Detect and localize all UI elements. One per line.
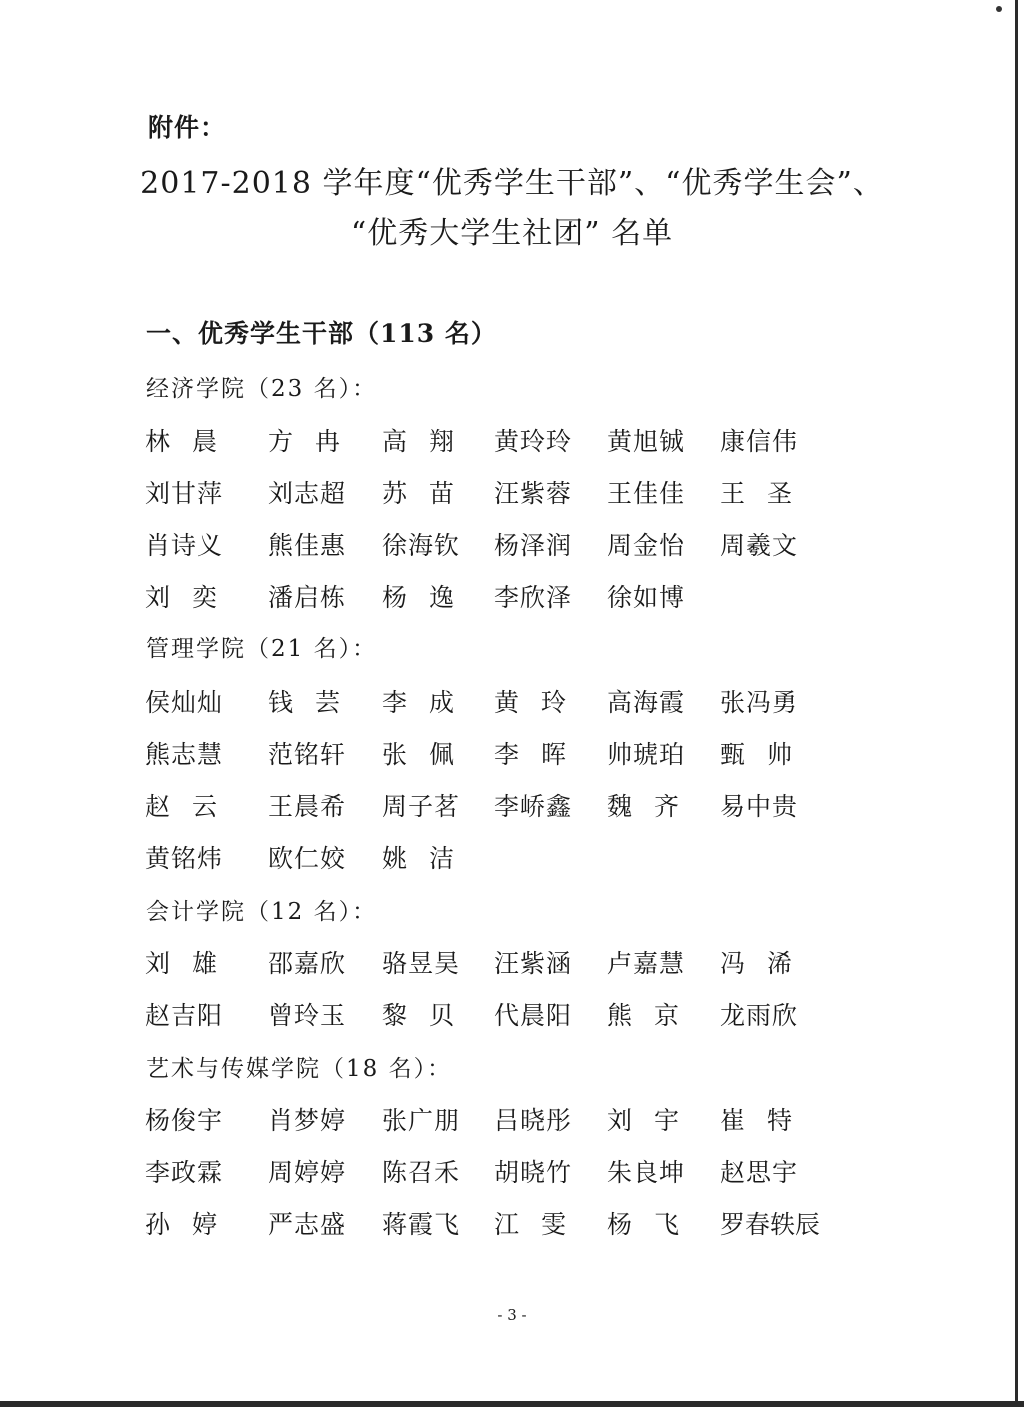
student-name: 欧仁姣 <box>268 844 347 873</box>
student-name: 熊佳惠 <box>268 531 347 560</box>
student-name: 汪紫涵 <box>494 949 573 978</box>
student-name: 熊 京 <box>607 1001 679 1030</box>
student-name: 黎 贝 <box>382 1001 454 1030</box>
student-name: 肖诗义 <box>145 531 224 560</box>
student-name: 魏 齐 <box>607 792 679 821</box>
page-number: - 3 - <box>497 1306 527 1324</box>
name-row <box>0 526 1024 560</box>
student-name: 李欣泽 <box>494 583 573 612</box>
student-name: 熊志慧 <box>145 740 224 769</box>
student-name: 冯 浠 <box>720 949 792 978</box>
student-name: 帅琥珀 <box>607 740 686 769</box>
student-name: 姚 洁 <box>382 844 454 873</box>
student-name: 张 佩 <box>382 740 454 769</box>
student-name: 范铭轩 <box>268 740 347 769</box>
student-name: 甄 帅 <box>720 740 792 769</box>
attachment-label: 附件： <box>148 113 227 142</box>
student-name: 赵思宇 <box>720 1158 799 1187</box>
name-row <box>0 1153 1024 1187</box>
student-name: 李 晖 <box>494 740 566 769</box>
student-name: 林 晨 <box>145 427 217 456</box>
student-name: 徐如博 <box>607 583 686 612</box>
student-name: 黄 玲 <box>494 688 566 717</box>
student-name: 杨俊宇 <box>145 1106 224 1135</box>
student-name: 徐海钦 <box>382 531 461 560</box>
college-heading: 经济学院（23 名）： <box>146 376 378 402</box>
student-name: 方 冉 <box>268 427 340 456</box>
student-name: 王晨希 <box>268 792 347 821</box>
student-name: 刘 宇 <box>607 1106 679 1135</box>
name-row <box>0 1101 1024 1135</box>
document-title-line1: 2017-2018 学年度“优秀学生干部”、“优秀学生会”、 <box>140 166 884 201</box>
student-name: 张广朋 <box>382 1106 461 1135</box>
name-row <box>0 422 1024 456</box>
name-row <box>0 944 1024 978</box>
student-name: 汪紫蓉 <box>494 479 573 508</box>
student-name: 邵嘉欣 <box>268 949 347 978</box>
student-name: 赵吉阳 <box>145 1001 224 1030</box>
student-name: 崔 特 <box>720 1106 792 1135</box>
student-name: 侯灿灿 <box>145 688 224 717</box>
student-name: 杨 逸 <box>382 583 454 612</box>
student-name: 杨 飞 <box>607 1210 679 1239</box>
student-name: 江 雯 <box>494 1210 566 1239</box>
name-row <box>0 474 1024 508</box>
student-name: 曾玲玉 <box>268 1001 347 1030</box>
student-name: 肖梦婷 <box>268 1106 347 1135</box>
student-name: 刘甘萍 <box>145 479 224 508</box>
student-name: 高海霞 <box>607 688 686 717</box>
student-name: 代晨阳 <box>494 1001 573 1030</box>
student-name: 周婷婷 <box>268 1158 347 1187</box>
name-row <box>0 735 1024 769</box>
student-name: 陈召禾 <box>382 1158 461 1187</box>
student-name: 易中贵 <box>720 792 799 821</box>
student-name: 周子茗 <box>382 792 461 821</box>
student-name: 杨泽润 <box>494 531 573 560</box>
student-name: 刘 雄 <box>145 949 217 978</box>
student-name: 赵 云 <box>145 792 217 821</box>
student-name: 潘启栋 <box>268 583 347 612</box>
name-row <box>0 578 1024 612</box>
name-row <box>0 839 1024 873</box>
student-name: 孙 婷 <box>145 1210 217 1239</box>
student-name: 李 成 <box>382 688 454 717</box>
student-name: 苏 苗 <box>382 479 454 508</box>
student-name: 周羲文 <box>720 531 799 560</box>
student-name: 钱 芸 <box>268 688 340 717</box>
student-name: 蒋霞飞 <box>382 1210 461 1239</box>
student-name: 康信伟 <box>720 427 799 456</box>
name-row <box>0 996 1024 1030</box>
scan-edge-bottom <box>0 1401 1024 1407</box>
student-name: 刘志超 <box>268 479 347 508</box>
college-heading: 艺术与传媒学院（18 名）： <box>146 1056 453 1082</box>
student-name: 高 翔 <box>382 427 454 456</box>
document-title-line2: “优秀大学生社团” 名单 <box>350 216 674 251</box>
student-name: 黄铭炜 <box>145 844 224 873</box>
student-name: 李峤鑫 <box>494 792 573 821</box>
student-name: 张冯勇 <box>720 688 799 717</box>
name-row <box>0 787 1024 821</box>
section-heading: 一、优秀学生干部（113 名） <box>146 319 497 348</box>
student-name: 刘 奕 <box>145 583 217 612</box>
student-name: 黄旭铖 <box>607 427 686 456</box>
student-name: 龙雨欣 <box>720 1001 799 1030</box>
student-name: 吕晓彤 <box>494 1106 573 1135</box>
student-name: 周金怡 <box>607 531 686 560</box>
student-name: 卢嘉慧 <box>607 949 686 978</box>
student-name: 朱良坤 <box>607 1158 686 1187</box>
student-name: 王 圣 <box>720 479 792 508</box>
student-name: 骆昱昊 <box>382 949 461 978</box>
student-name: 李政霖 <box>145 1158 224 1187</box>
student-name: 王佳佳 <box>607 479 686 508</box>
college-heading: 会计学院（12 名）： <box>146 899 378 925</box>
college-heading: 管理学院（21 名）： <box>146 636 378 662</box>
student-name: 黄玲玲 <box>494 427 573 456</box>
student-name: 胡晓竹 <box>494 1158 573 1187</box>
name-row <box>0 683 1024 717</box>
student-name: 严志盛 <box>268 1210 347 1239</box>
scan-mark <box>996 6 1002 12</box>
name-row <box>0 1205 1024 1239</box>
student-name: 罗春轶辰 <box>720 1210 821 1239</box>
